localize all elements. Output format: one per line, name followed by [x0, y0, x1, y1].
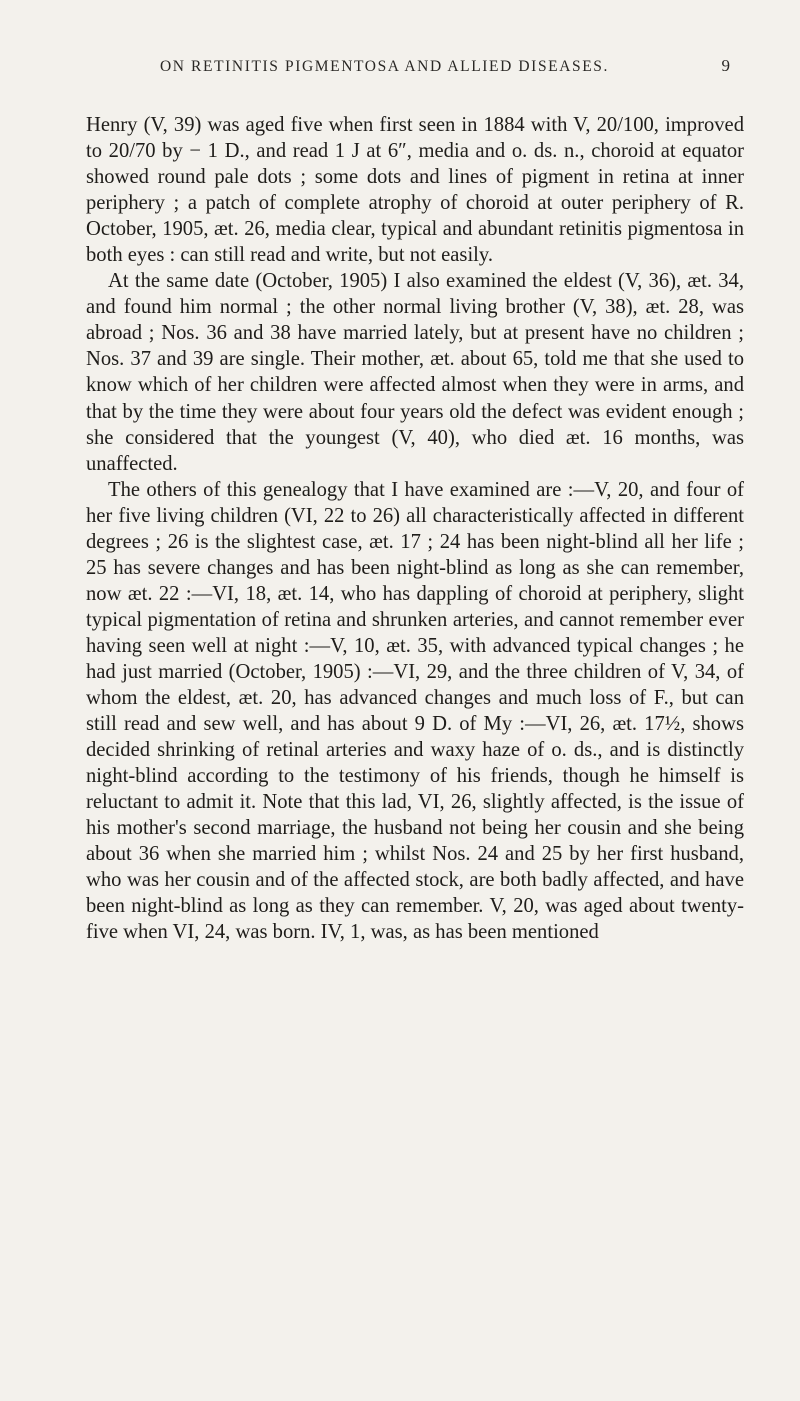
- running-title: ON RETINITIS PIGMENTOSA AND ALLIED DISEASES.: [160, 58, 610, 75]
- paragraph-3: The others of this genealogy that I have examined are :—V, 20, and four of her five living children (VI, 22 to 26) all characteristically affected in different degrees ; 26 is the slightest case, æt. 17 ; 24 has been night-blind all her life ; 25 has severe changes and has been night-blind as long as she can remember, now æt. 22 :—VI, 18, æt. 14, who has dappling of choroid at periphery, slight typical pigmentation of retina and shrunken arteries, and cannot remember ever having seen well at night :—V, 10, æt. 35, with advanced typical changes ; he had just married (October, 1905) :—VI, 29, and the three children of V, 34, of whom the eldest, æt. 20, has advanced changes and much loss of F., but can still read and sew well, and has about 9 D. of My :—VI, 26, æt. 17½, shows decided shrinking of retinal arteries and waxy haze of o. ds., and is distinctly night-blind according to the testimony of his friends, though he himself is reluctant to admit it. Note that this lad, VI, 26, slightly affected, is the issue of his mother's second marriage, the husband not being her cousin and she being about 36 when she married him ; whilst Nos. 24 and 25 by her first husband, who was her cousin and of the affected stock, are both badly affected, and have been night-blind as long as they can remember. V, 20, was aged about twenty-five when VI, 24, was born. IV, 1, was, as has been mentioned: [86, 478, 744, 944]
- body-text: [86, 112, 744, 946]
- page-number: 9: [721, 56, 730, 75]
- paragraph-1: Henry (V, 39) was aged five when first seen in 1884 with V, 20/100, improved to 20/70 by − 1 D., and read 1 J at 6″, media and o. ds. n., choroid at equator showed round pale dots ; some dots and lines of pigment in retina at inner periphery ; a patch of complete atrophy of choroid at outer periphery of R. October, 1905, æt. 26, media clear, typical and abundant retinitis pigmentosa in both eyes : can still read and write, but not easily.: [86, 114, 744, 267]
- running-head: [160, 58, 730, 82]
- paragraph-2: At the same date (October, 1905) I also examined the eldest (V, 36), æt. 34, and found him normal ; the other normal living brother (V, 38), æt. 28, was abroad ; Nos. 36 and 38 have married lately, but at present have no children ; Nos. 37 and 39 are single. Their mother, æt. about 65, told me that she used to know which of her children were affected almost when they were in arms, and that by the time they were about four years old the defect was evident enough ; she considered that the youngest (V, 40), who died æt. 16 months, was unaffected.: [86, 270, 744, 475]
